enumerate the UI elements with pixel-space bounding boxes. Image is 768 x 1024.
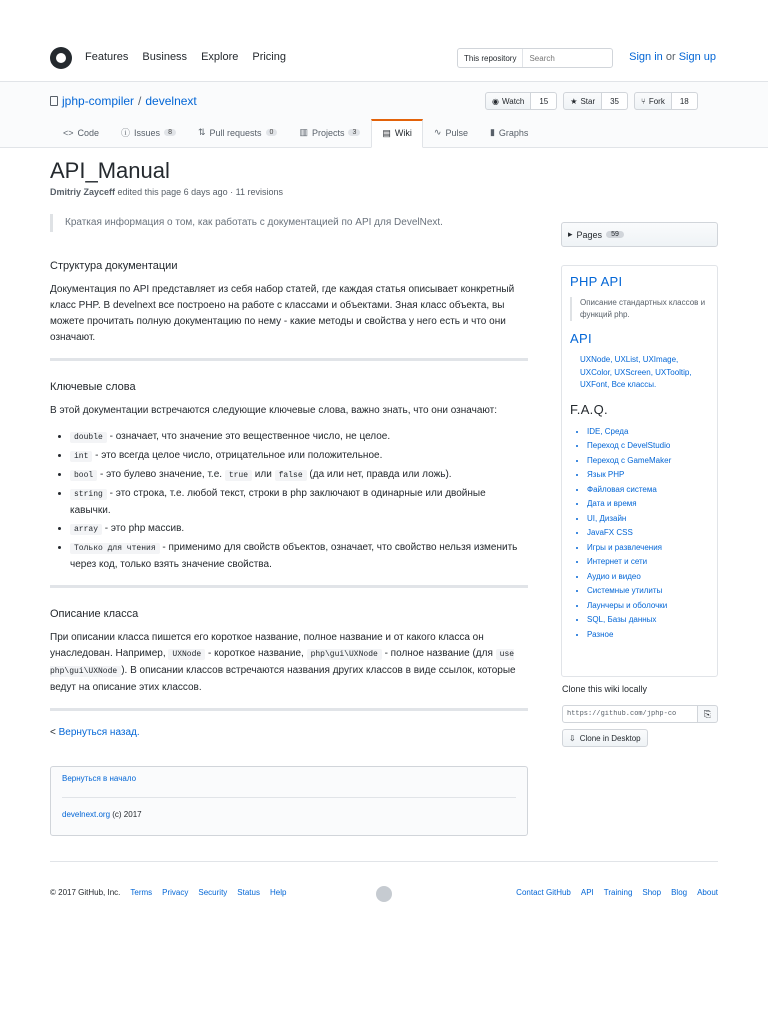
php-api-desc: Описание стандартных классов и функций php. <box>570 297 709 321</box>
eye-icon: ◉ <box>492 96 499 106</box>
nav-features[interactable]: Features <box>85 51 129 63</box>
tab-pulse[interactable] <box>423 119 479 148</box>
tab-wiki-label: Wiki <box>394 128 412 138</box>
clone-desktop-label: Clone in Desktop <box>579 733 641 743</box>
footer-copyright: (c) 2017 <box>110 810 142 819</box>
class-code-full: php\gui\UXNode <box>307 649 382 660</box>
api-heading[interactable]: API <box>570 331 592 346</box>
star-button[interactable] <box>563 92 602 110</box>
list-item <box>70 448 528 465</box>
faq-item[interactable]: • Язык PHP <box>587 468 709 483</box>
repo-actions <box>485 92 698 110</box>
back-link[interactable]: Вернуться назад. <box>58 727 140 738</box>
tab-pull-requests-count: 0 <box>266 129 278 136</box>
fork-icon: ⑂ <box>641 96 646 106</box>
tab-projects[interactable] <box>288 119 371 148</box>
keyword-code: bool <box>70 470 97 481</box>
back-prefix: < <box>50 727 59 738</box>
search-box <box>457 48 613 68</box>
divider <box>50 708 528 711</box>
footer-right-links <box>516 888 718 897</box>
faq-item[interactable]: • JavaFX CSS <box>587 526 709 541</box>
section-structure-text: Документация по API представляет из себя набор статей, где каждая статья описывает конкретный класс PHP. В develnext все построено на работе с классами и объектами. Зная класс объекта, вы можете прочитать полную документацию по нему - какие методы и свойства у него есть и что они означают. <box>50 284 515 343</box>
faq-item[interactable]: • Аудио и видео <box>587 570 709 585</box>
keyword-code: Только для чтения <box>70 543 160 554</box>
nav-explore[interactable]: Explore <box>201 51 239 63</box>
repo-name-link[interactable]: develnext <box>145 94 197 108</box>
footer-training[interactable]: Training <box>603 888 633 897</box>
tab-projects-count: 3 <box>348 129 360 136</box>
wiki-sidebar <box>561 265 718 677</box>
faq-item[interactable]: • Лаунчеры и оболочки <box>587 599 709 614</box>
clone-url-group <box>562 705 718 723</box>
list-item <box>70 486 528 519</box>
main-nav <box>85 51 286 63</box>
footer-blog[interactable]: Blog <box>671 888 688 897</box>
footer-left-links <box>50 888 286 897</box>
tab-pull-requests[interactable] <box>187 119 288 148</box>
footer-api[interactable]: API <box>580 888 594 897</box>
faq-item[interactable]: • UI, Дизайн <box>587 512 709 527</box>
tab-projects-label: Projects <box>311 127 345 138</box>
fork-label: Fork <box>648 96 665 106</box>
pull-request-icon: ⇅ <box>197 127 206 137</box>
keyword-desc: - это строка, т.е. любой текст, строки в php заключают в одинарные или двойные кавычки. <box>70 488 486 516</box>
keyword-code: int <box>70 451 92 462</box>
repo-icon <box>50 96 58 106</box>
clone-title: Clone this wiki locally <box>562 684 648 694</box>
tab-graphs-label: Graphs <box>498 127 529 138</box>
keyword-desc: - это булево значение, т.е. <box>97 469 225 480</box>
tab-wiki[interactable] <box>371 119 423 148</box>
faq-item[interactable]: • Игры и развлечения <box>587 541 709 556</box>
keyword-desc: - это всегда целое число, отрицательное или положительное. <box>92 450 383 461</box>
section-keywords-text: В этой документации встречаются следующие ключевые слова, важно знать, что они означают: <box>50 405 498 416</box>
edit-info: edited this page 6 days ago · 11 revisions <box>117 187 283 197</box>
footer-about[interactable]: About <box>697 888 718 897</box>
tab-pull-requests-label: Pull requests <box>209 127 262 138</box>
fork-group <box>634 92 698 110</box>
sign-in-link[interactable]: Sign in <box>629 51 663 63</box>
star-count[interactable]: 35 <box>602 92 628 110</box>
watch-button[interactable] <box>485 92 531 110</box>
project-icon: ▥ <box>299 127 308 137</box>
search-input[interactable] <box>523 54 603 63</box>
fork-count[interactable]: 18 <box>672 92 698 110</box>
api-links[interactable]: UXNode, UXList, UXImage, UXColor, UXScreen, UXTooltip, UXFont, Все классы. <box>580 355 692 389</box>
search-scope[interactable]: This repository <box>458 49 523 67</box>
php-api-heading[interactable]: PHP API <box>570 274 623 289</box>
tab-issues-label: Issues <box>134 127 161 138</box>
divider <box>50 358 528 361</box>
site-link[interactable]: develnext.org <box>62 810 111 819</box>
class-text-c: - полное название (для <box>381 648 496 659</box>
tab-code[interactable] <box>52 119 110 148</box>
site-header <box>0 0 768 82</box>
class-text-a: При описании класса пишется его короткое название, полное название и от какого класса он унаследован. Например, <box>50 632 484 659</box>
keyword-desc-tail: (да или нет, правда или ложь). <box>306 469 452 480</box>
back-line <box>50 725 528 741</box>
site-footer <box>50 861 718 921</box>
repo-header <box>0 82 768 148</box>
keyword-desc: - означает, что значение это вещественное число, не целое. <box>106 431 391 442</box>
wiki-body <box>50 214 528 741</box>
footer-terms[interactable]: Terms <box>130 888 153 897</box>
auth-links <box>629 51 716 63</box>
clipboard-icon[interactable]: ⎘ <box>698 705 718 723</box>
keyword-code: array <box>70 524 102 535</box>
keyword-desc: - это php массив. <box>102 523 185 534</box>
class-text-d: ). В описании классов встречаются названия других классов в виде ссылок, которые ведут на описание этих классов. <box>50 665 516 693</box>
list-item <box>70 429 528 446</box>
pages-toggle[interactable] <box>561 222 718 247</box>
faq-item[interactable]: • SQL, Базы данных <box>587 613 709 628</box>
nav-pricing[interactable]: Pricing <box>252 51 286 63</box>
sign-up-link[interactable]: Sign up <box>678 51 716 63</box>
pages-label: Pages <box>576 229 603 240</box>
footer-help[interactable]: Help <box>269 888 287 897</box>
repo-tabs <box>52 119 539 148</box>
page-title: API_Manual <box>50 158 170 183</box>
star-icon: ★ <box>570 96 578 106</box>
fork-button[interactable] <box>634 92 672 110</box>
faq-item[interactable]: • Системные утилиты <box>587 584 709 599</box>
issue-icon: ⓘ <box>121 128 131 138</box>
faq-item[interactable]: • Файловая система <box>587 483 709 498</box>
faq-item[interactable]: • Интернет и сети <box>587 555 709 570</box>
footer-shop[interactable]: Shop <box>642 888 662 897</box>
pulse-icon: ∿ <box>433 127 442 137</box>
keywords-list <box>50 429 528 573</box>
repo-title <box>50 94 197 108</box>
page-meta <box>50 187 283 197</box>
faq-item[interactable]: • Переход с GameMaker <box>587 454 709 469</box>
section-class-heading: Описание класса <box>50 608 139 620</box>
keyword-code: double <box>70 432 107 443</box>
star-group <box>563 92 628 110</box>
tab-pulse-label: Pulse <box>445 127 468 138</box>
nav-business[interactable]: Business <box>142 51 188 63</box>
footer-contact[interactable]: Contact GitHub <box>516 888 571 897</box>
faq-item[interactable]: • Разное <box>587 628 709 643</box>
code-icon: <> <box>63 127 74 138</box>
caret-right-icon: ▸ <box>568 229 573 239</box>
faq-item[interactable]: • Переход с DevelStudio <box>587 439 709 454</box>
keyword-code: false <box>275 470 307 481</box>
clone-url-input[interactable] <box>562 705 698 723</box>
footer-status[interactable]: Status <box>237 888 260 897</box>
class-code-use: use php\gui\UXNode <box>50 650 515 676</box>
watch-count[interactable]: 15 <box>531 92 557 110</box>
wiki-footer <box>50 766 528 836</box>
keyword-desc: - применимо для свойств объектов, означает, что свойство нельзя изменить через код, только взять значение свойства. <box>70 542 518 570</box>
keyword-or: или <box>252 469 275 480</box>
repo-owner-link[interactable]: jphp-compiler <box>62 94 135 108</box>
tab-issues[interactable] <box>110 119 187 148</box>
back-to-top-link[interactable]: Вернуться в начало <box>62 774 137 783</box>
star-label: Star <box>580 96 596 106</box>
desktop-download-icon: ⇩ <box>569 733 576 743</box>
intro-quote: Краткая информация о том, как работать с документацией по API для DevelNext. <box>50 214 528 232</box>
tab-issues-count: 8 <box>164 129 176 136</box>
faq-item[interactable]: • IDE, Среда <box>587 425 709 440</box>
footer-copyright-text: © 2017 GitHub, Inc. <box>50 888 121 897</box>
github-logo-icon[interactable] <box>50 47 72 69</box>
class-code-short: UXNode <box>168 649 205 660</box>
faq-list <box>570 425 709 643</box>
list-item <box>70 540 528 573</box>
list-item <box>70 467 528 484</box>
footer-privacy[interactable]: Privacy <box>162 888 189 897</box>
clone-desktop-button[interactable] <box>562 729 648 747</box>
section-structure-heading: Структура документации <box>50 260 178 272</box>
watch-label: Watch <box>501 96 525 106</box>
section-class-text <box>50 630 528 696</box>
section-keywords-heading: Ключевые слова <box>50 381 136 393</box>
tab-graphs[interactable] <box>479 119 539 148</box>
watch-group <box>485 92 557 110</box>
graph-icon: ▮ <box>489 127 495 137</box>
list-item <box>70 521 528 538</box>
pages-count: 59 <box>606 231 624 238</box>
faq-heading: F.A.Q. <box>570 401 608 417</box>
faq-item[interactable]: • Дата и время <box>587 497 709 512</box>
footer-security[interactable]: Security <box>198 888 228 897</box>
auth-or: or <box>665 51 676 63</box>
repo-separator: / <box>138 94 142 108</box>
keyword-code: true <box>225 470 252 481</box>
author-link[interactable]: Dmitriy Zayceff <box>50 187 116 197</box>
tab-code-label: Code <box>77 127 100 138</box>
book-icon: ▤ <box>382 127 391 138</box>
divider <box>50 585 528 588</box>
divider <box>62 797 516 798</box>
github-mark-icon[interactable] <box>376 886 392 902</box>
keyword-code: string <box>70 489 107 500</box>
class-text-b: - короткое название, <box>205 648 307 659</box>
